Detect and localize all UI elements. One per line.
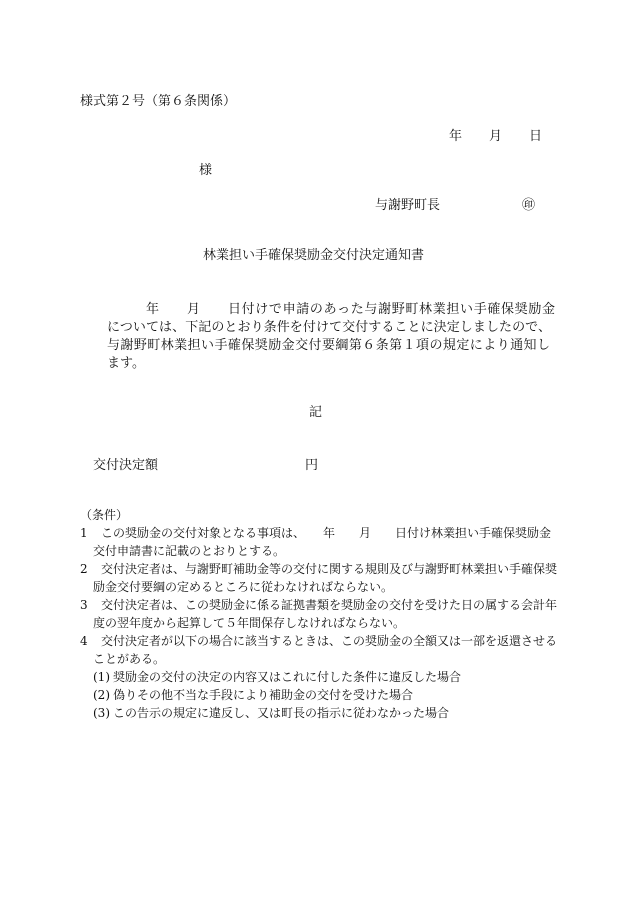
body-line-4: ます。 [107,356,145,371]
condition-sub-item-2 [80,686,560,704]
condition-text-line: この奨励金の交付対象となる事項は、 年 月 日付け林業担い手確保奨励金 [101,526,552,540]
sub-item-text: 偽りその他不当な手段により補助金の交付を受けた場合 [113,688,414,702]
condition-item-1 [80,524,560,560]
addressee-suffix: 様 [199,163,213,178]
condition-item-2 [80,560,560,596]
amount-label: 交付決定額 [93,458,159,473]
condition-text-line: 交付決定者が以下の場合に該当するときは、この奨励金の全額又は一部を返還させる [101,634,558,648]
condition-sub-item-1 [80,668,560,686]
date-year-label: 年 [449,129,463,144]
conditions-heading: （条件） [80,508,129,522]
conditions-section [80,506,560,722]
condition-number: 2 [80,562,88,576]
ki-heading: 記 [309,405,323,420]
document-title: 林業担い手確保奨励金交付決定通知書 [203,248,425,263]
condition-text-line: 交付申請書に記載のとおりとする。 [93,544,286,558]
condition-text-line: ことがある。 [93,652,166,666]
sub-item-number: (2) [93,688,110,702]
condition-number: 3 [80,598,88,612]
date-day-label: 日 [529,129,543,144]
condition-text-line: 励金交付要綱の定めるところに従わなければならない。 [93,580,394,594]
issuer-title: 与謝野町長 [375,198,441,213]
condition-number: 1 [80,526,88,540]
condition-number: 4 [80,634,88,648]
amount-unit: 円 [305,458,319,473]
condition-text-line: 交付決定者は、与謝野町補助金等の交付に関する規則及び与謝野町林業担い手確保奨 [101,562,558,576]
sub-item-text: この告示の規定に違反し、又は町長の指示に従わなかった場合 [113,706,450,720]
sub-item-number: (3) [93,706,110,720]
condition-text-line: 度の翌年度から起算して５年間保存しなければならない。 [93,616,406,630]
condition-sub-item-3 [80,704,560,722]
condition-item-4 [80,632,560,722]
body-line-2: については、下記のとおり条件を付けて交付することに決定しましたので、 [107,320,551,335]
condition-item-3 [80,596,560,632]
sub-item-number: (1) [93,670,110,684]
form-number: 様式第２号（第６条関係） [80,94,237,109]
condition-text-line: 交付決定者は、この奨励金に係る証拠書類を奨励金の交付を受けた日の属する会計年 [101,598,558,612]
sub-item-text: 奨励金の交付の決定の内容又はこれに付した条件に違反した場合 [113,670,462,684]
seal-icon: ㊞ [522,198,536,213]
body-line-1: 年 月 日付けで申請のあった与謝野町林業担い手確保奨励金 [146,302,555,317]
body-line-3: 与謝野町林業担い手確保奨励金交付要綱第６条第１項の規定により通知し [107,338,550,353]
date-month-label: 月 [489,129,503,144]
